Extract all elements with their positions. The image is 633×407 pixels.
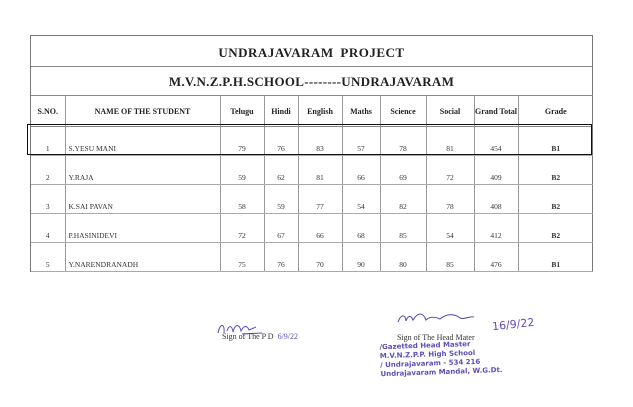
hm-signature <box>396 308 486 328</box>
cell-sno: 3 <box>31 185 65 214</box>
cell-science: 80 <box>380 243 426 272</box>
col-header-grand-total: Grand Total <box>474 96 518 127</box>
cell-sno: 4 <box>31 214 65 243</box>
col-header-grade: Grade <box>518 96 593 127</box>
cell-telugu: 59 <box>220 156 264 185</box>
head-master-stamp <box>379 339 510 380</box>
hm-sign-date: 16/9/22 <box>491 315 535 334</box>
cell-social: 85 <box>426 243 474 272</box>
cell-telugu: 72 <box>220 214 264 243</box>
cell-student-name: Y.RAJA <box>65 156 220 185</box>
cell-english: 70 <box>298 243 342 272</box>
cell-maths: 57 <box>342 127 380 156</box>
cell-grade: B2 <box>518 156 593 185</box>
cell-hindi: 59 <box>264 185 298 214</box>
cell-hindi: 76 <box>264 243 298 272</box>
cell-social: 78 <box>426 185 474 214</box>
pd-sign-date: 6/9/22 <box>277 332 299 341</box>
cell-hindi: 76 <box>264 127 298 156</box>
col-header-sno: S.NO. <box>31 96 65 127</box>
cell-student-name: P.HASINIDEVI <box>65 214 220 243</box>
cell-grade: B2 <box>518 185 593 214</box>
cell-sno: 1 <box>31 127 65 156</box>
cell-social: 54 <box>426 214 474 243</box>
cell-science: 82 <box>380 185 426 214</box>
cell-english: 77 <box>298 185 342 214</box>
cell-grade: B1 <box>518 127 593 156</box>
cell-science: 78 <box>380 127 426 156</box>
cell-student-name: K.SAI PAVAN <box>65 185 220 214</box>
cell-student-name: Y.NARENDRANADH <box>65 243 220 272</box>
cell-grand-total: 454 <box>474 127 518 156</box>
table-row <box>31 243 593 272</box>
cell-science: 85 <box>380 214 426 243</box>
table-row <box>31 156 593 185</box>
col-header-social: Social <box>426 96 474 127</box>
cell-sno: 2 <box>31 156 65 185</box>
stamp-line: M.V.N.Z.P.P. High School <box>379 348 476 361</box>
cell-english: 83 <box>298 127 342 156</box>
cell-student-name: S.YESU MANI <box>65 127 220 156</box>
col-header-maths: Maths <box>342 96 380 127</box>
col-header-name: NAME OF THE STUDENT <box>65 96 220 127</box>
cell-grade: B1 <box>518 243 593 272</box>
table-header-row <box>31 96 593 127</box>
cell-hindi: 62 <box>264 156 298 185</box>
cell-social: 72 <box>426 156 474 185</box>
cell-social: 81 <box>426 127 474 156</box>
col-header-english: English <box>298 96 342 127</box>
cell-grade: B2 <box>518 214 593 243</box>
table-row <box>31 214 593 243</box>
table-row <box>31 185 593 214</box>
cell-english: 81 <box>298 156 342 185</box>
cell-maths: 54 <box>342 185 380 214</box>
cell-maths: 66 <box>342 156 380 185</box>
hm-sign-label: Sign of The Head Mater <box>397 333 475 342</box>
col-header-telugu: Telugu <box>220 96 264 127</box>
cell-english: 66 <box>298 214 342 243</box>
cell-grand-total: 408 <box>474 185 518 214</box>
cell-hindi: 67 <box>264 214 298 243</box>
cell-grand-total: 412 <box>474 214 518 243</box>
cell-telugu: 58 <box>220 185 264 214</box>
cell-sno: 5 <box>31 243 65 272</box>
cell-grand-total: 409 <box>474 156 518 185</box>
cell-telugu: 79 <box>220 127 264 156</box>
cell-grand-total: 476 <box>474 243 518 272</box>
pd-sign-label <box>222 332 298 341</box>
col-header-hindi: Hindi <box>264 96 298 127</box>
pd-sign-text: Sign of The P D <box>222 332 274 341</box>
stamp-line: / Undrajavaram - 534 216 <box>380 357 481 370</box>
cell-science: 69 <box>380 156 426 185</box>
marks-table <box>31 95 593 272</box>
cell-telugu: 75 <box>220 243 264 272</box>
row-highlight-box <box>27 124 592 155</box>
school-title: M.V.N.Z.P.H.SCHOOL--------UNDRAJAVARAM <box>168 74 455 89</box>
cell-maths: 68 <box>342 214 380 243</box>
stamp-line: /Gazetted Head Master <box>379 340 471 352</box>
col-header-science: Science <box>380 96 426 127</box>
cell-maths: 90 <box>342 243 380 272</box>
project-title: UNDRAJAVARAM PROJECT <box>31 36 592 67</box>
stamp-line: Undrajavaram Mandal, W.G.Dt. <box>380 366 503 379</box>
